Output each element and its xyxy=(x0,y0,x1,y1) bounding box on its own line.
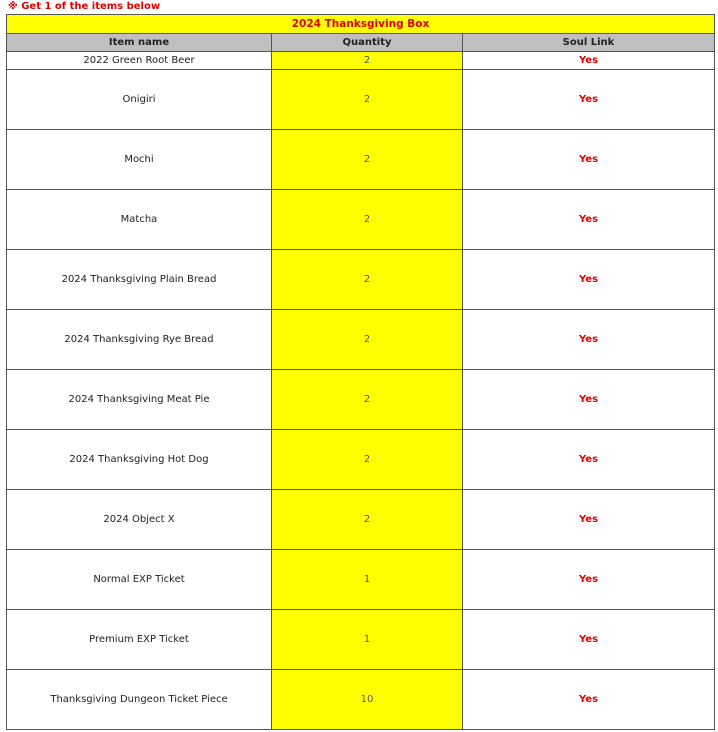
table-row xyxy=(7,550,715,610)
thanksgiving-box-table xyxy=(6,14,715,730)
soul-link-cell: Yes xyxy=(463,190,715,250)
item-name-cell: 2024 Object X xyxy=(7,490,272,550)
item-name-cell: 2024 Thanksgiving Meat Pie xyxy=(7,370,272,430)
soul-link-cell: Yes xyxy=(463,52,715,70)
soul-link-cell: Yes xyxy=(463,250,715,310)
table-row xyxy=(7,70,715,130)
soul-link-cell: Yes xyxy=(463,490,715,550)
item-name-cell: Matcha xyxy=(7,190,272,250)
soul-link-cell: Yes xyxy=(463,70,715,130)
item-name-cell: 2024 Thanksgiving Hot Dog xyxy=(7,430,272,490)
quantity-cell: 2 xyxy=(272,250,463,310)
quantity-cell: 2 xyxy=(272,130,463,190)
table-row xyxy=(7,52,715,70)
quantity-cell: 2 xyxy=(272,490,463,550)
quantity-cell: 2 xyxy=(272,310,463,370)
quantity-cell: 2 xyxy=(272,70,463,130)
table-row xyxy=(7,130,715,190)
table-row xyxy=(7,370,715,430)
item-name-cell: Mochi xyxy=(7,130,272,190)
soul-link-cell: Yes xyxy=(463,130,715,190)
box-title: 2024 Thanksgiving Box xyxy=(7,15,715,34)
quantity-cell: 2 xyxy=(272,190,463,250)
soul-link-cell: Yes xyxy=(463,670,715,730)
column-header-soul-link: Soul Link xyxy=(463,34,715,52)
soul-link-cell: Yes xyxy=(463,610,715,670)
quantity-cell: 2 xyxy=(272,370,463,430)
quantity-cell: 2 xyxy=(272,430,463,490)
soul-link-cell: Yes xyxy=(463,310,715,370)
table-row xyxy=(7,490,715,550)
table-row xyxy=(7,190,715,250)
item-name-cell: Onigiri xyxy=(7,70,272,130)
column-header-item-name: Item name xyxy=(7,34,272,52)
item-name-cell: Normal EXP Ticket xyxy=(7,550,272,610)
table-row xyxy=(7,250,715,310)
quantity-cell: 10 xyxy=(272,670,463,730)
instruction-note: ※ Get 1 of the items below xyxy=(8,1,161,12)
item-name-cell: 2024 Thanksgiving Plain Bread xyxy=(7,250,272,310)
soul-link-cell: Yes xyxy=(463,430,715,490)
item-name-cell: 2022 Green Root Beer xyxy=(7,52,272,70)
quantity-cell: 1 xyxy=(272,550,463,610)
table-row xyxy=(7,430,715,490)
table-row xyxy=(7,610,715,670)
table-row xyxy=(7,670,715,730)
column-header-quantity: Quantity xyxy=(272,34,463,52)
item-name-cell: Premium EXP Ticket xyxy=(7,610,272,670)
item-name-cell: 2024 Thanksgiving Rye Bread xyxy=(7,310,272,370)
item-name-cell: Thanksgiving Dungeon Ticket Piece xyxy=(7,670,272,730)
soul-link-cell: Yes xyxy=(463,550,715,610)
soul-link-cell: Yes xyxy=(463,370,715,430)
quantity-cell: 2 xyxy=(272,52,463,70)
quantity-cell: 1 xyxy=(272,610,463,670)
table-row xyxy=(7,310,715,370)
